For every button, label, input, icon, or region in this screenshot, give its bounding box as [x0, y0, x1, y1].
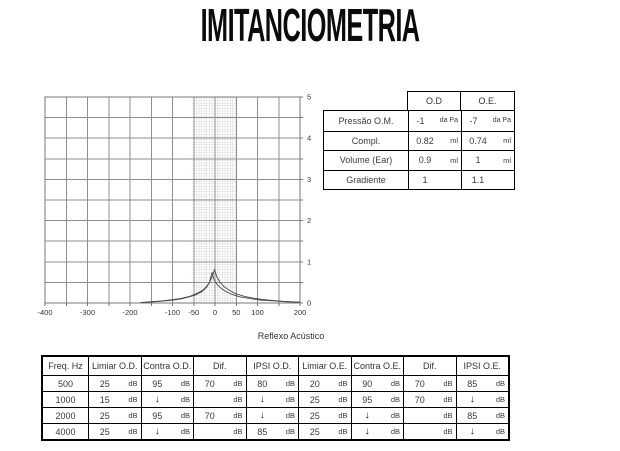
reflex-value: 95 [152, 378, 163, 389]
reflex-header-cell: Contra O.D. [141, 357, 194, 375]
reflex-header-cell: Dif. [193, 357, 246, 375]
reflex-value-cell [88, 391, 141, 407]
reflex-unit: dB [338, 395, 348, 404]
reflex-section-title: Reflexo Acústico [257, 331, 325, 341]
reflex-unit: dB [180, 411, 190, 420]
tymp-value: 1.1 [471, 174, 485, 185]
tymp-value-cell-od [408, 150, 461, 170]
reflex-value: 25 [99, 378, 110, 389]
reflex-value-cell [246, 375, 299, 391]
reflex-freq-cell: 500 [43, 375, 88, 391]
tymp-unit: da Pa [492, 117, 511, 125]
reflex-value-cell [456, 407, 509, 423]
reflex-unit: dB [233, 379, 243, 388]
reflex-value: 25 [309, 426, 320, 437]
reflex-unit: dB [180, 395, 190, 404]
reflex-value-cell [298, 407, 351, 423]
reflex-unit: dB [233, 427, 243, 436]
reflex-unit: dB [285, 395, 295, 404]
reflex-unit: dB [443, 411, 453, 420]
reflex-unit: dB [285, 379, 295, 388]
reflex-unit: dB [390, 411, 400, 420]
reflex-unit: dB [390, 427, 400, 436]
y-axis-tick-label: 3 [307, 174, 312, 184]
reflex-value: 85 [257, 426, 268, 437]
reflex-value-cell [298, 375, 351, 391]
tympanometry-table-grid [324, 111, 514, 189]
reflex-header-cell: IPSI O.D. [246, 357, 299, 375]
x-axis-tick-label: -100 [164, 308, 181, 317]
reflex-value-cell [298, 391, 351, 407]
reflex-header-cell: Dif. [403, 357, 456, 375]
reflex-value: 95 [362, 394, 373, 405]
tymp-value-cell-oe [461, 170, 514, 190]
reflex-value: 20 [309, 378, 320, 389]
tymp-value: -7 [469, 115, 478, 126]
tymp-row-label: Gradiente [324, 170, 408, 190]
reflex-value: 85 [467, 410, 478, 421]
reflex-unit: dB [390, 395, 400, 404]
reflex-unit: dB [128, 411, 138, 420]
reflex-unit: dB [495, 395, 505, 404]
tymp-value: 1 [422, 174, 428, 185]
reflex-value-cell [403, 407, 456, 423]
reflex-unit: dB [338, 379, 348, 388]
reflex-unit: dB [180, 379, 190, 388]
tymp-unit: ml [450, 136, 458, 146]
reflex-freq-cell: 2000 [43, 407, 88, 423]
tymp-value-cell-od [408, 131, 461, 151]
reflex-value-cell [246, 423, 299, 439]
reflex-value-cell [141, 391, 194, 407]
page-title [0, 0, 620, 51]
reflex-unit: dB [390, 379, 400, 388]
reflex-value: 70 [414, 394, 425, 405]
y-axis-tick-label: 2 [307, 216, 312, 226]
tymp-column-header-od: O.D [407, 91, 461, 112]
reflex-unit: dB [495, 411, 505, 420]
reflex-value-cell [403, 375, 456, 391]
reflex-value-cell [88, 423, 141, 439]
x-axis-tick-label: 0 [212, 308, 218, 317]
reflex-unit: dB [443, 395, 453, 404]
tymp-row-label: Volume (Ear) [324, 150, 408, 170]
tymp-row-label: Compl. [324, 131, 408, 151]
x-axis-tick-label: 100 [251, 308, 264, 317]
tymp-unit: ml [503, 136, 511, 146]
reflex-value: ↓ [154, 394, 160, 405]
reflex-value-cell [351, 407, 404, 423]
reflex-value-cell [246, 391, 299, 407]
reflex-value: ↓ [469, 394, 475, 405]
reflex-freq-cell: 1000 [43, 391, 88, 407]
tymp-value-cell-oe [461, 150, 514, 170]
reflex-value: 95 [152, 410, 163, 421]
tymp-value-cell-oe [461, 131, 514, 151]
tymp-value: 0.74 [469, 135, 487, 146]
reflex-value-cell [403, 423, 456, 439]
reflex-value: 70 [204, 410, 215, 421]
tymp-value: 1 [475, 155, 481, 166]
reflex-value-cell [351, 423, 404, 439]
reflex-value-cell [456, 375, 509, 391]
tymp-row-label: Pressão O.M. [338, 115, 394, 126]
x-axis-tick-label: -300 [79, 308, 96, 317]
reflex-unit: dB [128, 395, 138, 404]
reflex-value-cell [141, 423, 194, 439]
reflex-value-cell [193, 391, 246, 407]
reflex-value: ↓ [469, 426, 475, 437]
y-axis-tick-label: 4 [307, 133, 312, 143]
x-axis-tick-label: 200 [293, 308, 307, 317]
reflex-unit: dB [285, 427, 295, 436]
reflex-header-cell: Limiar O.D. [88, 357, 141, 375]
reflex-unit: dB [128, 379, 138, 388]
reflex-value: ↓ [259, 410, 265, 421]
tymp-value: 0.9 [418, 155, 432, 166]
tymp-value-cell-od [408, 170, 461, 190]
reflex-value: 25 [309, 394, 320, 405]
reflex-value: 15 [99, 394, 110, 405]
reflex-header-cell: Freq. Hz [48, 361, 83, 371]
reflex-unit: dB [338, 411, 348, 420]
tymp-value: -1 [416, 115, 425, 126]
reflex-value: 25 [99, 410, 110, 421]
page-title-text: IMITANCIOMETRIA [200, 0, 420, 51]
reflex-value: 70 [414, 378, 425, 389]
reflex-value-cell [298, 423, 351, 439]
reflex-value: 70 [204, 378, 215, 389]
reflex-header-cell: IPSI O.E. [456, 357, 509, 375]
tymp-unit: ml [450, 155, 458, 165]
tympanometry-table [323, 110, 515, 190]
reflex-unit: dB [233, 395, 243, 404]
reflex-value: 25 [99, 426, 110, 437]
reflex-unit: dB [285, 411, 295, 420]
reflex-unit: dB [443, 427, 453, 436]
tymp-value-cell-od [408, 111, 461, 131]
x-axis-tick-label: -200 [122, 308, 138, 317]
reflex-value-cell [193, 423, 246, 439]
reflex-value-cell [351, 375, 404, 391]
reflex-unit: dB [495, 379, 505, 388]
reflex-unit: dB [128, 427, 138, 436]
reflex-value-cell [246, 407, 299, 423]
reflex-value: ↓ [364, 426, 370, 437]
reflex-unit: dB [495, 427, 505, 436]
reflex-value-cell [403, 391, 456, 407]
reflex-value: ↓ [364, 410, 370, 421]
reflex-freq-cell: 4000 [43, 423, 88, 439]
reflex-value-cell [88, 407, 141, 423]
reflex-value: ↓ [154, 426, 160, 437]
reflex-header-cell: Contra O.E. [351, 357, 404, 375]
x-axis-tick-label: -400 [37, 308, 53, 317]
tymp-unit: da Pa [439, 117, 458, 125]
reflex-value: ↓ [259, 394, 265, 405]
x-axis-tick-label: -50 [188, 308, 200, 317]
reflex-value-cell [193, 375, 246, 391]
y-axis-tick-label: 0 [307, 298, 312, 308]
reflex-header-cell: Limiar O.E. [298, 357, 351, 375]
acoustic-reflex-table-grid [43, 357, 508, 439]
reflex-unit: dB [180, 427, 190, 436]
reflex-value-cell [193, 407, 246, 423]
tymp-value-cell-oe [461, 111, 514, 131]
reflex-value-cell [351, 391, 404, 407]
y-axis-tick-label: 5 [307, 92, 312, 102]
tymp-unit: ml [503, 155, 511, 165]
reflex-value: 80 [257, 378, 268, 389]
reflex-value: 25 [309, 410, 320, 421]
tymp-column-header-oe: O.E. [460, 91, 515, 112]
reflex-value-cell [88, 375, 141, 391]
reflex-value: 85 [467, 378, 478, 389]
reflex-unit: dB [233, 411, 243, 420]
tymp-value: 0.82 [416, 135, 434, 146]
reflex-value: 90 [362, 378, 373, 389]
reflex-value-cell [456, 423, 509, 439]
acoustic-reflex-table [41, 355, 510, 441]
reflex-value-cell [456, 391, 509, 407]
reflex-unit: dB [338, 427, 348, 436]
reflex-value-cell [141, 407, 194, 423]
y-axis-tick-label: 1 [307, 257, 312, 267]
reflex-value-cell [141, 375, 194, 391]
x-axis-tick-label: 50 [232, 308, 241, 317]
reflex-unit: dB [443, 379, 453, 388]
tympanogram-chart [35, 90, 335, 325]
